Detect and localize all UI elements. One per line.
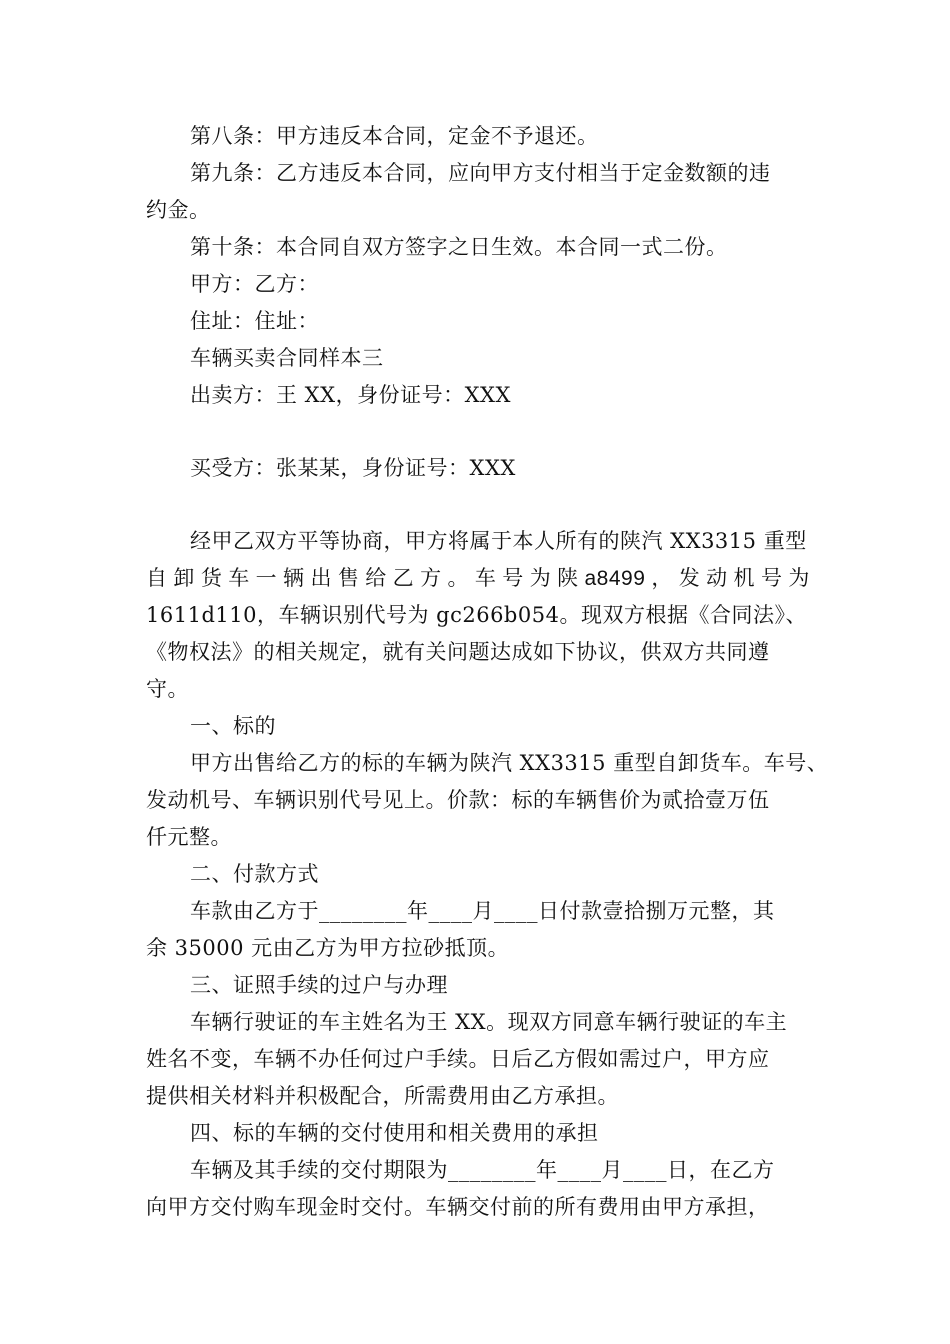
spread-word: 机 <box>733 566 756 590</box>
intro-paragraph-line-5: 守。 <box>146 677 189 701</box>
intro-paragraph-line-2 <box>146 560 810 597</box>
spread-word: 自 <box>146 566 168 590</box>
intro-paragraph-line-4: 《物权法》的相关规定，就有关问题达成如下协议，供双方共同遵 <box>146 640 770 664</box>
spread-word: 出 <box>310 566 332 590</box>
intro-paragraph-line-1: 经甲乙双方平等协商，甲方将属于本人所有的陕汽 XX3315 重型 <box>190 529 807 553</box>
section-2-line-2: 余 35000 元由乙方为甲方拉砂抵顶。 <box>146 936 510 960</box>
section-2-line-1: 车款由乙方于________年____月____日付款壹拾捌万元整，其 <box>190 899 775 923</box>
spread-word: 辆 <box>283 566 305 590</box>
section-1-line-3: 仟元整。 <box>146 825 232 849</box>
spread-word: 方 <box>420 566 442 590</box>
article-9: 第九条：乙方违反本合同，应向甲方支付相当于定金数额的违 <box>190 161 771 185</box>
spread-word: 给 <box>365 566 387 590</box>
spread-word: 为 <box>529 566 552 590</box>
buyer-line: 买受方：张某某，身份证号：XXX <box>190 456 516 480</box>
section-3-line-3: 提供相关材料并积极配合，所需费用由乙方承担。 <box>146 1084 619 1108</box>
spread-word: 一 <box>255 566 278 590</box>
spread-word: ， <box>651 566 673 590</box>
section-3-heading: 三、证照手续的过户与办理 <box>190 973 448 997</box>
section-4-line-1: 车辆及其手续的交付期限为________年____月____日，在乙方 <box>190 1158 775 1182</box>
spread-word: 为 <box>788 566 810 590</box>
spread-word: 车 <box>474 566 497 590</box>
spread-word: 号 <box>760 566 783 590</box>
document-body <box>146 118 829 1226</box>
spread-word: 动 <box>706 566 728 590</box>
spread-word: 车 <box>228 566 250 590</box>
spread-word: 货 <box>200 566 223 590</box>
spread-word: 售 <box>337 566 360 590</box>
address-line: 住址：住址： <box>190 309 319 333</box>
spread-word: 陕 <box>557 566 579 590</box>
article-10: 第十条：本合同自双方签字之日生效。本合同一式二份。 <box>190 235 728 259</box>
article-8: 第八条：甲方违反本合同，定金不予退还。 <box>190 124 599 148</box>
spread-word: a8499 <box>584 567 646 590</box>
section-1-line-2: 发动机号、车辆识别代号见上。价款：标的车辆售价为贰拾壹万伍 <box>146 788 770 812</box>
section-3-line-1: 车辆行驶证的车主姓名为王 XX。现双方同意车辆行驶证的车主 <box>190 1010 788 1034</box>
sample-title: 车辆买卖合同样本三 <box>190 346 384 370</box>
section-4-heading: 四、标的车辆的交付使用和相关费用的承担 <box>190 1121 599 1145</box>
section-1-heading: 一、标的 <box>190 714 276 738</box>
party-signature-line: 甲方：乙方： <box>190 272 319 296</box>
intro-paragraph-line-3: 1611d110，车辆识别代号为 gc266b054。现双方根据《合同法》、 <box>146 603 807 627</box>
section-1-line-1: 甲方出售给乙方的标的车辆为陕汽 XX3315 重型自卸货车。车号、 <box>190 751 829 775</box>
seller-line: 出卖方：王 XX，身份证号：XXX <box>190 383 511 407</box>
spread-word: 发 <box>678 566 701 590</box>
spread-word: 卸 <box>173 566 195 590</box>
section-4-line-2: 向甲方交付购车现金时交付。车辆交付前的所有费用由甲方承担， <box>146 1195 770 1219</box>
article-9-cont: 约金。 <box>146 198 211 222</box>
section-3-line-2: 姓名不变，车辆不办任何过户手续。日后乙方假如需过户，甲方应 <box>146 1047 770 1071</box>
spread-word: 。 <box>447 566 469 590</box>
section-2-heading: 二、付款方式 <box>190 862 319 886</box>
spread-word: 号 <box>502 566 524 590</box>
spread-word: 乙 <box>392 566 415 590</box>
